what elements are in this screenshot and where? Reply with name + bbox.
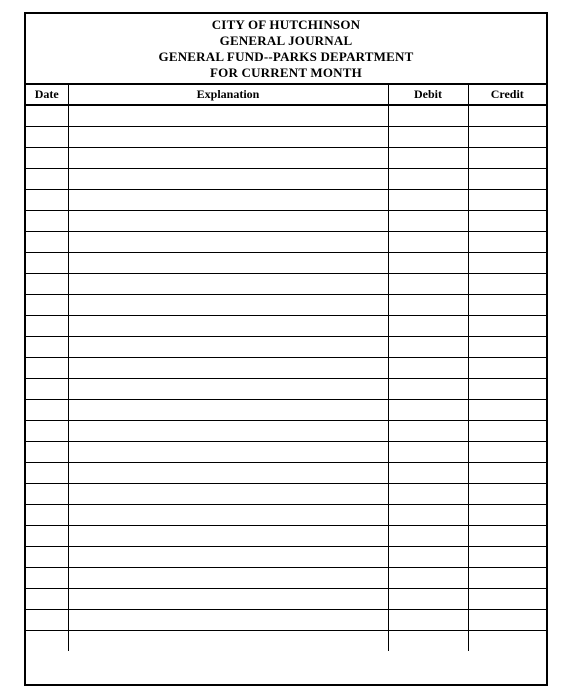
date-cell[interactable] xyxy=(26,630,68,651)
debit-cell[interactable] xyxy=(388,126,468,147)
column-header-debit: Debit xyxy=(388,85,468,105)
table-row xyxy=(26,273,546,294)
date-cell[interactable] xyxy=(26,189,68,210)
explanation-cell[interactable] xyxy=(68,105,388,126)
credit-cell[interactable] xyxy=(468,525,546,546)
table-row xyxy=(26,525,546,546)
credit-cell[interactable] xyxy=(468,567,546,588)
explanation-cell[interactable] xyxy=(68,210,388,231)
explanation-cell[interactable] xyxy=(68,168,388,189)
date-cell[interactable] xyxy=(26,210,68,231)
debit-cell[interactable] xyxy=(388,210,468,231)
table-row xyxy=(26,462,546,483)
table-row xyxy=(26,420,546,441)
credit-cell[interactable] xyxy=(468,357,546,378)
debit-cell[interactable] xyxy=(388,231,468,252)
debit-cell[interactable] xyxy=(388,483,468,504)
credit-cell[interactable] xyxy=(468,252,546,273)
date-cell[interactable] xyxy=(26,441,68,462)
credit-cell[interactable] xyxy=(468,378,546,399)
column-header-credit: Credit xyxy=(468,85,546,105)
table-row xyxy=(26,378,546,399)
date-cell[interactable] xyxy=(26,147,68,168)
column-header-explanation: Explanation xyxy=(68,85,388,105)
debit-cell[interactable] xyxy=(388,399,468,420)
debit-cell[interactable] xyxy=(388,252,468,273)
table-row xyxy=(26,441,546,462)
debit-cell[interactable] xyxy=(388,462,468,483)
column-header-date: Date xyxy=(26,85,68,105)
credit-cell[interactable] xyxy=(468,588,546,609)
debit-cell[interactable] xyxy=(388,357,468,378)
credit-cell[interactable] xyxy=(468,168,546,189)
table-row xyxy=(26,399,546,420)
debit-cell[interactable] xyxy=(388,588,468,609)
date-cell[interactable] xyxy=(26,588,68,609)
credit-cell[interactable] xyxy=(468,210,546,231)
explanation-cell[interactable] xyxy=(68,441,388,462)
explanation-cell[interactable] xyxy=(68,336,388,357)
debit-cell[interactable] xyxy=(388,189,468,210)
credit-cell[interactable] xyxy=(468,231,546,252)
table-row xyxy=(26,105,546,126)
date-cell[interactable] xyxy=(26,336,68,357)
debit-cell[interactable] xyxy=(388,273,468,294)
credit-cell[interactable] xyxy=(468,189,546,210)
credit-cell[interactable] xyxy=(468,504,546,525)
date-cell[interactable] xyxy=(26,378,68,399)
debit-cell[interactable] xyxy=(388,105,468,126)
date-cell[interactable] xyxy=(26,462,68,483)
table-row xyxy=(26,336,546,357)
table-row xyxy=(26,252,546,273)
explanation-cell[interactable] xyxy=(68,567,388,588)
credit-cell[interactable] xyxy=(468,105,546,126)
debit-cell[interactable] xyxy=(388,441,468,462)
table-row xyxy=(26,168,546,189)
table-row xyxy=(26,357,546,378)
date-cell[interactable] xyxy=(26,504,68,525)
credit-cell[interactable] xyxy=(468,546,546,567)
debit-cell[interactable] xyxy=(388,315,468,336)
column-header-row xyxy=(26,85,546,105)
explanation-cell[interactable] xyxy=(68,294,388,315)
debit-cell[interactable] xyxy=(388,546,468,567)
credit-cell[interactable] xyxy=(468,399,546,420)
debit-cell[interactable] xyxy=(388,567,468,588)
date-cell[interactable] xyxy=(26,525,68,546)
table-row xyxy=(26,588,546,609)
credit-cell[interactable] xyxy=(468,462,546,483)
journal-title: GENERAL JOURNAL xyxy=(219,33,353,48)
table-row xyxy=(26,567,546,588)
date-cell[interactable] xyxy=(26,294,68,315)
table-row xyxy=(26,231,546,252)
table-row xyxy=(26,315,546,336)
date-cell[interactable] xyxy=(26,231,68,252)
explanation-cell[interactable] xyxy=(68,189,388,210)
explanation-cell[interactable] xyxy=(68,420,388,441)
explanation-cell[interactable] xyxy=(68,231,388,252)
debit-cell[interactable] xyxy=(388,609,468,630)
explanation-cell[interactable] xyxy=(68,378,388,399)
journal-header xyxy=(26,14,546,85)
explanation-cell[interactable] xyxy=(68,483,388,504)
period: FOR CURRENT MONTH xyxy=(210,65,362,80)
date-cell[interactable] xyxy=(26,609,68,630)
explanation-cell[interactable] xyxy=(68,399,388,420)
explanation-cell[interactable] xyxy=(68,357,388,378)
journal-table xyxy=(26,85,546,651)
credit-cell[interactable] xyxy=(468,147,546,168)
debit-cell[interactable] xyxy=(388,630,468,651)
date-cell[interactable] xyxy=(26,126,68,147)
table-row xyxy=(26,630,546,651)
credit-cell[interactable] xyxy=(468,609,546,630)
credit-cell[interactable] xyxy=(468,483,546,504)
credit-cell[interactable] xyxy=(468,336,546,357)
debit-cell[interactable] xyxy=(388,420,468,441)
fund-department: GENERAL FUND--PARKS DEPARTMENT xyxy=(158,49,414,64)
table-row xyxy=(26,546,546,567)
credit-cell[interactable] xyxy=(468,126,546,147)
debit-cell[interactable] xyxy=(388,378,468,399)
debit-cell[interactable] xyxy=(388,147,468,168)
date-cell[interactable] xyxy=(26,252,68,273)
explanation-cell[interactable] xyxy=(68,462,388,483)
table-row xyxy=(26,126,546,147)
explanation-cell[interactable] xyxy=(68,609,388,630)
explanation-cell[interactable] xyxy=(68,273,388,294)
debit-cell[interactable] xyxy=(388,504,468,525)
table-row xyxy=(26,147,546,168)
credit-cell[interactable] xyxy=(468,315,546,336)
date-cell[interactable] xyxy=(26,315,68,336)
general-journal-form xyxy=(24,12,548,686)
explanation-cell[interactable] xyxy=(68,315,388,336)
date-cell[interactable] xyxy=(26,420,68,441)
explanation-cell[interactable] xyxy=(68,252,388,273)
table-row xyxy=(26,189,546,210)
date-cell[interactable] xyxy=(26,399,68,420)
journal-rows xyxy=(26,105,546,651)
debit-cell[interactable] xyxy=(388,525,468,546)
city-name: CITY OF HUTCHINSON xyxy=(211,17,361,32)
table-row xyxy=(26,504,546,525)
explanation-cell[interactable] xyxy=(68,546,388,567)
explanation-cell[interactable] xyxy=(68,147,388,168)
table-row xyxy=(26,609,546,630)
explanation-cell[interactable] xyxy=(68,525,388,546)
date-cell[interactable] xyxy=(26,273,68,294)
explanation-cell[interactable] xyxy=(68,588,388,609)
explanation-cell[interactable] xyxy=(68,126,388,147)
credit-cell[interactable] xyxy=(468,630,546,651)
debit-cell[interactable] xyxy=(388,294,468,315)
credit-cell[interactable] xyxy=(468,441,546,462)
date-cell[interactable] xyxy=(26,168,68,189)
table-row xyxy=(26,483,546,504)
explanation-cell[interactable] xyxy=(68,504,388,525)
date-cell[interactable] xyxy=(26,483,68,504)
explanation-cell[interactable] xyxy=(68,630,388,651)
date-cell[interactable] xyxy=(26,567,68,588)
date-cell[interactable] xyxy=(26,357,68,378)
debit-cell[interactable] xyxy=(388,336,468,357)
date-cell[interactable] xyxy=(26,546,68,567)
table-row xyxy=(26,294,546,315)
date-cell[interactable] xyxy=(26,105,68,126)
credit-cell[interactable] xyxy=(468,420,546,441)
credit-cell[interactable] xyxy=(468,294,546,315)
credit-cell[interactable] xyxy=(468,273,546,294)
debit-cell[interactable] xyxy=(388,168,468,189)
table-row xyxy=(26,210,546,231)
